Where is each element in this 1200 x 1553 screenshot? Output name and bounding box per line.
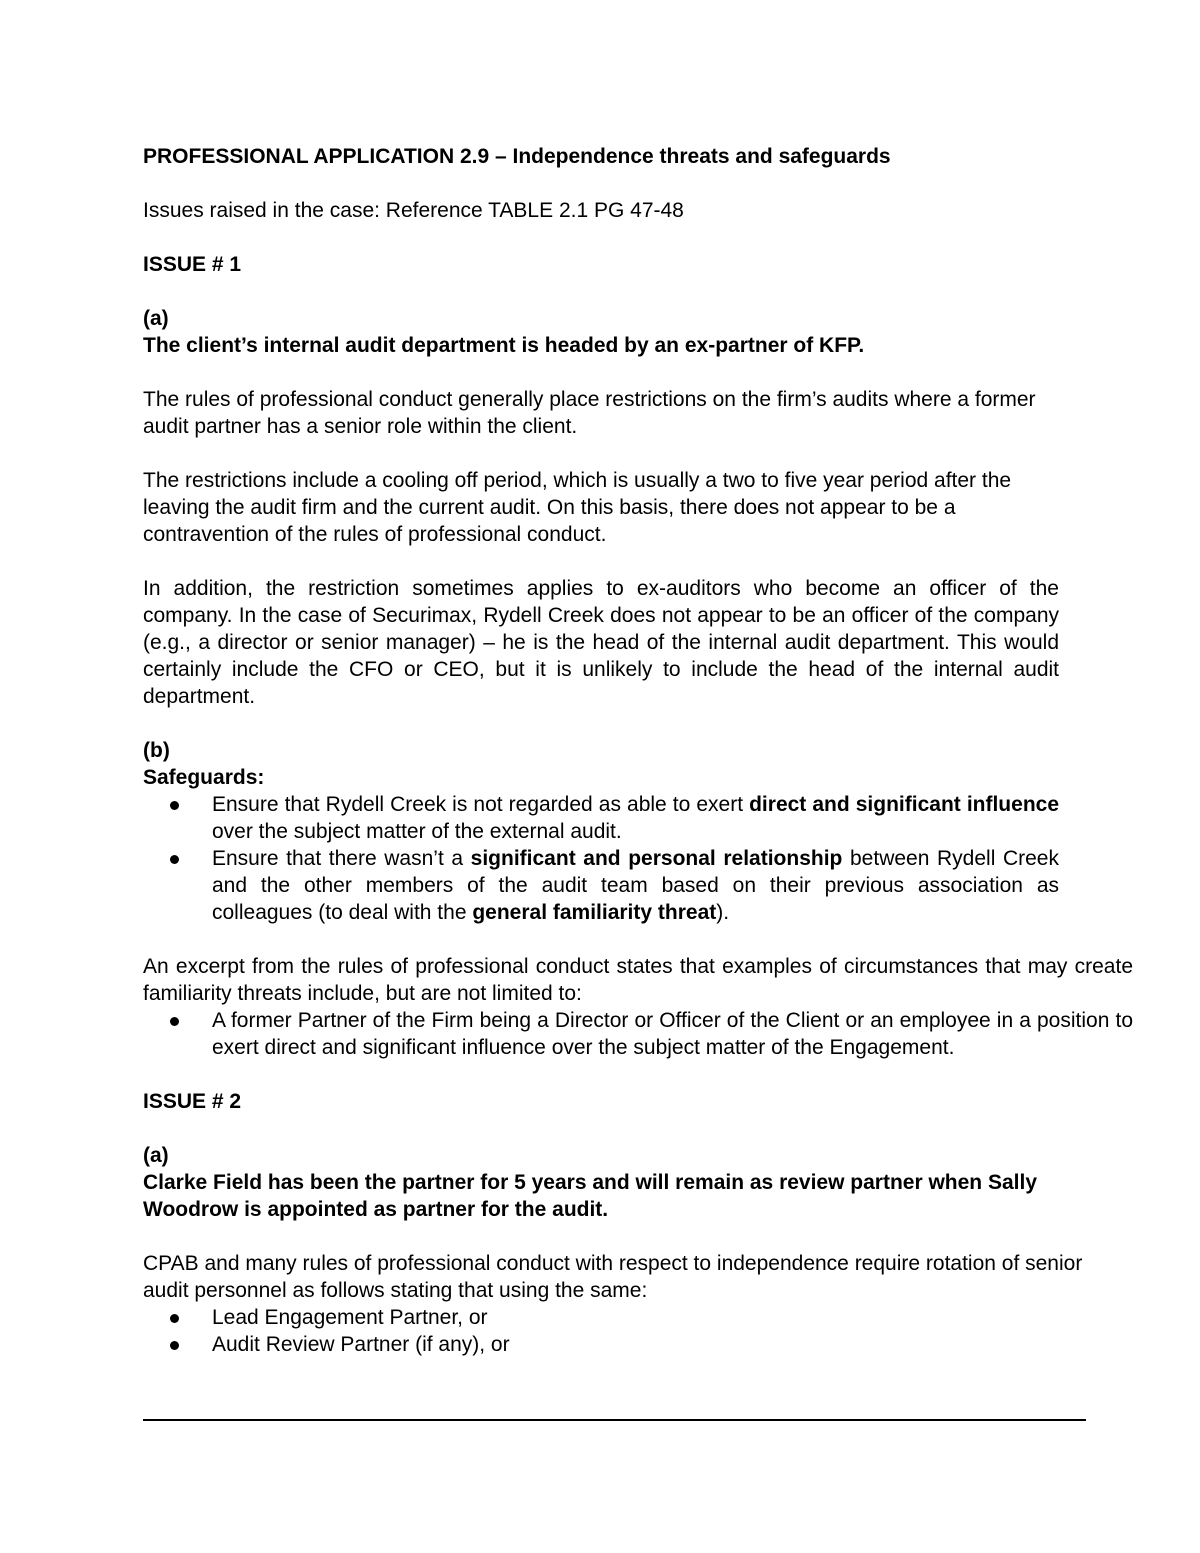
excerpt-bullet-text: A former Partner of the Firm being a Director or Officer of the Client or an employee in a position to exert direct and significant influence over the subject matter of the Engagement. — [212, 1009, 1133, 1059]
page-title: PROFESSIONAL APPLICATION 2.9 – Independence threats and safeguards — [143, 145, 891, 168]
issue1-para3: In addition, the restriction sometimes applies to ex-auditors who become an officer of the company. In the case of Securimax, Rydell Creek does not appear to be an officer of the company (e.g., a director or senior manager) – he is the head of the internal audit department. This would certainly include the CFO or CEO, but it is unlikely to include the head of the internal audit department. — [143, 577, 1059, 708]
list-item — [143, 1007, 1133, 1061]
safeguards-label: Safeguards: — [143, 766, 265, 789]
rotation-item-text: Lead Engagement Partner, or — [212, 1306, 488, 1329]
issue2-para1: CPAB and many rules of professional conduct with respect to independence require rotation of senior audit personnel as follows stating that using the same: — [143, 1252, 1083, 1302]
issue1-part-b-label: (b) — [143, 739, 170, 762]
list-item — [143, 1304, 1133, 1331]
document-page — [143, 143, 1133, 1358]
safeguards-list — [143, 791, 1059, 926]
excerpt-intro: An excerpt from the rules of professional conduct states that examples of circumstances that may create familiarity threats include, but are not limited to: — [143, 955, 1133, 1005]
bullet2-post: ). — [716, 901, 730, 924]
bullet2-mid: between Rydell Creek and the other members of the audit team based on their previous association as colleagues (to deal with the — [212, 847, 1059, 924]
excerpt-list — [143, 1007, 1133, 1061]
page-footer-rule — [143, 1419, 1086, 1421]
intro-line: Issues raised in the case: Reference TABLE 2.1 PG 47-48 — [143, 199, 684, 222]
bullet2-pre: Ensure that there wasn’t a — [212, 847, 471, 870]
issue1-heading: ISSUE # 1 — [143, 253, 242, 276]
rotation-item-text: Audit Review Partner (if any), or — [212, 1333, 510, 1356]
bullet2-bold1: significant and personal relationship — [470, 847, 843, 870]
issue2-statement: Clarke Field has been the partner for 5 years and will remain as review partner when Sally Woodrow is appointed as partner for the audit. — [143, 1171, 1038, 1221]
list-item — [143, 791, 1059, 845]
issue2-heading: ISSUE # 2 — [143, 1090, 242, 1113]
issue1-para1: The rules of professional conduct generally place restrictions on the firm’s audits where a former audit partner has a senior role within the client. — [143, 388, 1036, 438]
bullet1-bold: direct and significant influence — [749, 793, 1060, 816]
issue1-statement: The client’s internal audit department is headed by an ex-partner of KFP. — [143, 334, 865, 357]
issue1-para2: The restrictions include a cooling off period, which is usually a two to five year period after the leaving the audit firm and the current audit. On this basis, there does not appear to be a contravention of the rules of professional conduct. — [143, 469, 1012, 546]
bullet1-post: over the subject matter of the external audit. — [212, 820, 622, 843]
issue1-part-a-label: (a) — [143, 307, 169, 330]
bullet1-pre: Ensure that Rydell Creek is not regarded as able to exert — [212, 793, 750, 816]
bullet2-bold2: general familiarity threat — [472, 901, 717, 924]
list-item — [143, 845, 1059, 926]
issue2-part-a-label: (a) — [143, 1144, 169, 1167]
bullet-icon — [170, 1314, 179, 1323]
bullet-icon — [170, 855, 179, 864]
bullet-icon — [170, 801, 179, 810]
bullet-icon — [170, 1341, 179, 1350]
bullet-icon — [170, 1017, 179, 1026]
list-item — [143, 1331, 1133, 1358]
rotation-list — [143, 1304, 1133, 1358]
